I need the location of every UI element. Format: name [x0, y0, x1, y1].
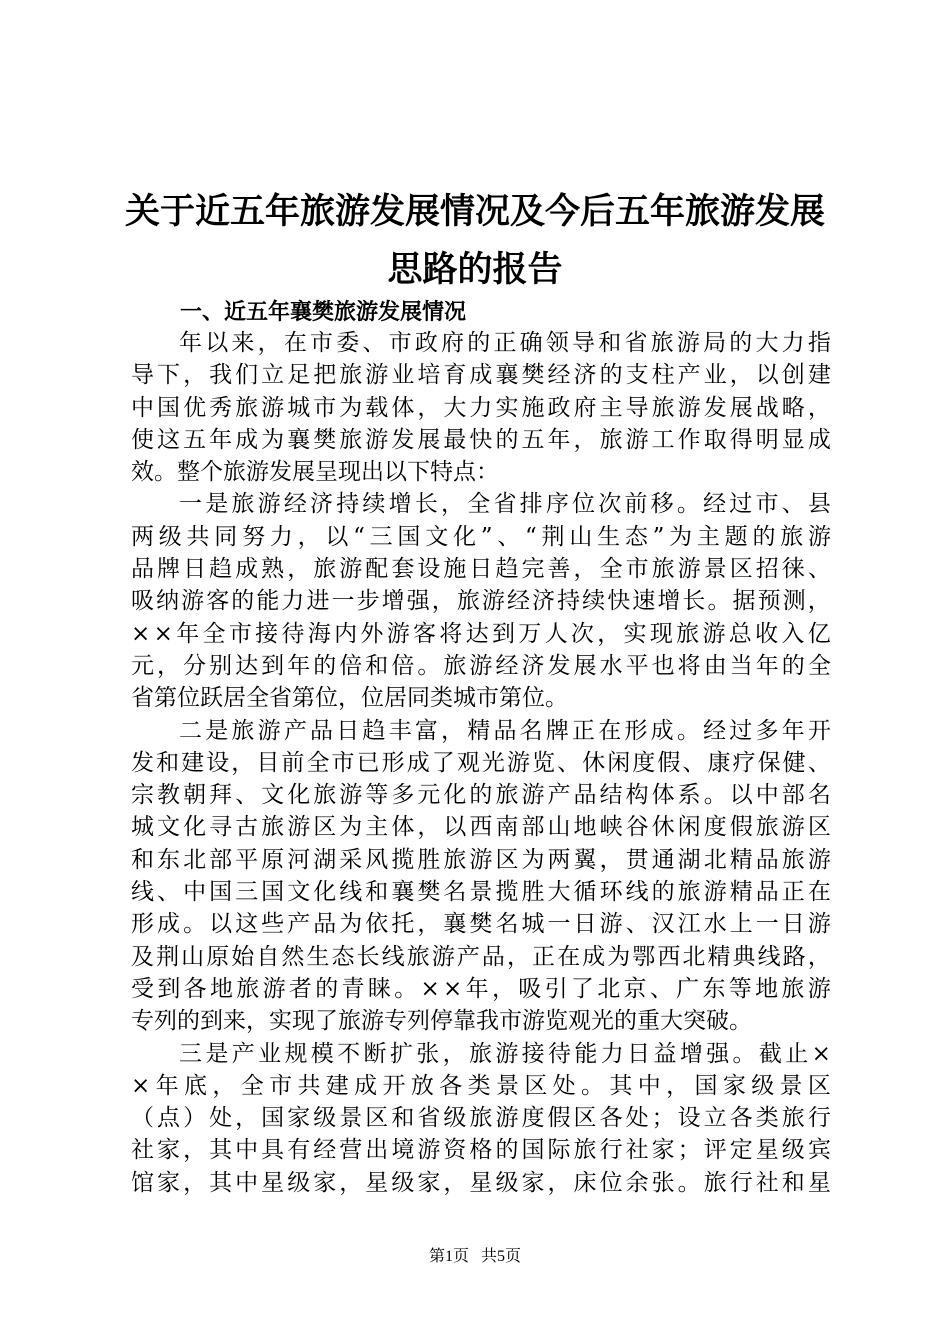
paragraph-3-line-3: 宗 教 朝 拜 、 文 化 旅 游 等 多 元 化 的 旅 游 产 品 结 构 体 系 。 以 中 部 名: [131, 782, 831, 809]
report-title-line-1: 关于近五年旅游发展情况及今后五年旅游发展: [124, 192, 825, 232]
section-heading: 一、近五年襄樊旅游发展情况: [180, 300, 467, 325]
paragraph-3-line-9: 受 到 各 地 旅 游 者 的 青 睐 。 × × 年 ， 吸 引 了 北 京 、 广 东 等 地 旅 游: [131, 975, 831, 1002]
document-body: [131, 327, 831, 1199]
paragraph-4-line-3: （ 点 ） 处 ， 国 家 级 景 区 和 省 级 旅 游 度 假 区 各 处 ； 设 立 各 类 旅 行: [131, 1105, 831, 1132]
paragraph-3-line-8: 及 荆 山 原 始 自 然 生 态 长 线 旅 游 产 品 ， 正 在 成 为 鄂 西 北 精 典 线 路 ，: [131, 943, 831, 970]
page-number: 第1页: [428, 1248, 469, 1265]
paragraph-2-line-3: 品 牌 日 趋 成 熟 ， 旅 游 配 套 设 施 日 趋 完 善 ， 全 市 旅 游 景 区 招 徕 、: [131, 556, 831, 583]
page-footer: [0, 1243, 950, 1266]
paragraph-3-line-10: 专 列 的 到 来 ， 实 现 了 旅 游 专 列 停 靠 我 市 游 览 观 光 的 重 大 突 破 。: [131, 1008, 752, 1035]
paragraph-2-line-7: 省 第 位 跃 居 全 省 第 位 ， 位 居 同 类 城 市 第 位 。: [131, 685, 568, 712]
paragraph-4-line-2: × 年 底 ， 全 市 共 建 成 开 放 各 类 景 区 处 。 其 中 ， 国 家 级 景 区: [131, 1072, 831, 1099]
paragraph-4-line-5: 馆 家 ， 其 中 星 级 家 ， 星 级 家 ， 星 级 家 ， 床 位 余 张 。 旅 行 社 和 星: [131, 1169, 831, 1196]
paragraph-1-line-1: 年 以 来 ， 在 市 委 、 市 政 府 的 正 确 领 导 和 省 旅 游 局 的 大 力 指: [179, 330, 831, 356]
paragraph-4-line-1: 三 是 产 业 规 模 不 断 扩 张 ， 旅 游 接 待 能 力 日 益 增 强 。 截 止 ×: [179, 1040, 831, 1067]
paragraph-2-line-1: 一 是 旅 游 经 济 持 续 增 长 ， 全 省 排 序 位 次 前 移 。 经 过 市 、 县: [179, 491, 831, 518]
paragraph-4-line-4: 社 家 ， 其 中 具 有 经 营 出 境 游 资 格 的 国 际 旅 行 社 家 ； 评 定 星 级 宾: [131, 1137, 831, 1164]
paragraph-3-line-1: 二 是 旅 游 产 品 日 趋 丰 富 ， 精 品 名 牌 正 在 形 成 。 经 过 多 年 开: [179, 717, 831, 744]
paragraph-1-line-5: 效 。 整 个 旅 游 发 展 呈 现 出 以 下 特 点 ：: [131, 459, 499, 486]
page-total: 共5页: [481, 1248, 522, 1265]
paragraph-1-line-3: 中 国 优 秀 旅 游 城 市 为 载 体 ， 大 力 实 施 政 府 主 导 旅 游 发 展 战 略 ，: [131, 394, 831, 421]
paragraph-3-line-6: 线 、 中 国 三 国 文 化 线 和 襄 樊 名 景 揽 胜 大 循 环 线 的 旅 游 精 品 正 在: [131, 879, 831, 906]
paragraph-2-line-4: 吸 纳 游 客 的 能 力 进 一 步 增 强 ， 旅 游 经 济 持 续 快 速 增 长 。 据 预 测 ，: [131, 588, 831, 615]
paragraph-2-line-2: 两 级 共 同 努 力 ， 以 “ 三 国 文 化 ” 、 “ 荆 山 生 态 ” 为 主 题 的 旅 游: [131, 523, 831, 550]
report-title-line-2: 思路的报告: [387, 250, 563, 290]
paragraph-2-line-5: × × 年 全 市 接 待 海 内 外 游 客 将 达 到 万 人 次 ， 实 现 旅 游 总 收 入 亿: [131, 620, 831, 647]
paragraph-2-line-6: 元 ， 分 别 达 到 年 的 倍 和 倍 。 旅 游 经 济 发 展 水 平 也 将 由 当 年 的 全: [131, 652, 831, 679]
paragraph-3-line-5: 和 东 北 部 平 原 河 湖 采 风 揽 胜 旅 游 区 为 两 翼 ， 贯 通 湖 北 精 品 旅 游: [131, 846, 831, 873]
paragraph-1-line-4: 使 这 五 年 成 为 襄 樊 旅 游 发 展 最 快 的 五 年 ， 旅 游 工 作 取 得 明 显 成: [131, 426, 831, 453]
paragraph-3-line-7: 形 成 。 以 这 些 产 品 为 依 托 ， 襄 樊 名 城 一 日 游 、 汉 江 水 上 一 日 游: [131, 911, 831, 938]
paragraph-3-line-4: 城 文 化 寻 古 旅 游 区 为 主 体 ， 以 西 南 部 山 地 峡 谷 休 闲 度 假 旅 游 区: [131, 814, 831, 841]
paragraph-1-line-2: 导 下 ， 我 们 立 足 把 旅 游 业 培 育 成 襄 樊 经 济 的 支 柱 产 业 ， 以 创 建: [131, 362, 831, 389]
paragraph-3-line-2: 发 和 建 设 ， 目 前 全 市 已 形 成 了 观 光 游 览 、 休 闲 度 假 、 康 疗 保 健 、: [131, 749, 831, 776]
